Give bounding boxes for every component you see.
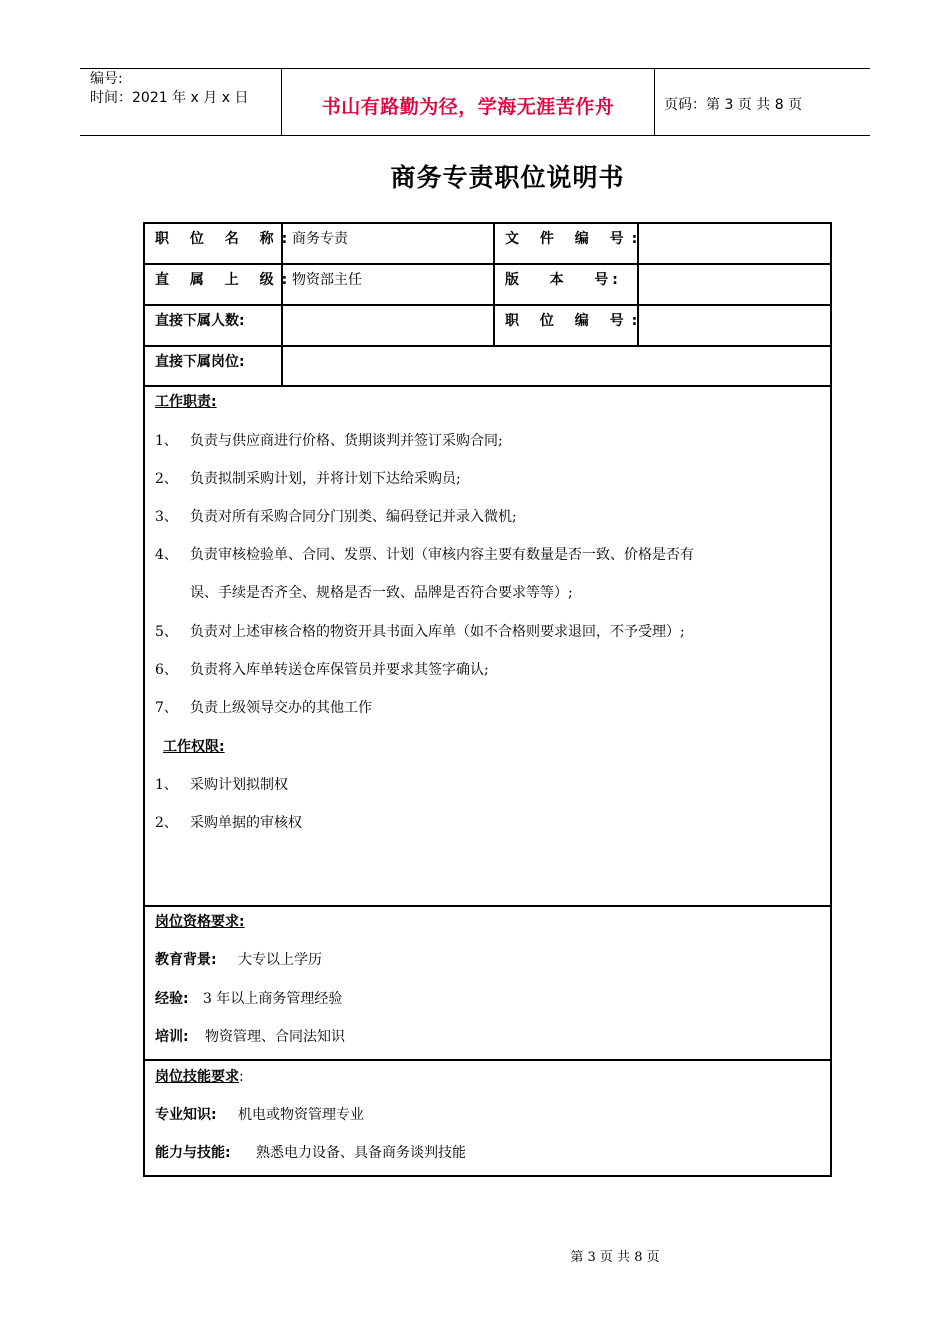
education-label: 教育背景: [155,952,217,968]
duty-text: 负责上级领导交办的其他工作 [190,700,372,716]
duty-text-continued: 误、手续是否齐全、规格是否一致、品牌是否符合要求等等）; [190,585,573,601]
authority-text: 采购计划拟制权 [190,777,288,793]
subordinate-posts-label: 直接下属岗位: [155,354,245,370]
header-bottom-line [80,135,870,136]
duty-text: 负责将入库单转送仓库保管员并要求其签字确认; [190,662,489,678]
duty-number: 7、 [155,700,178,716]
file-no-label: 文 件 编 号: [505,231,646,247]
document-title: 商务专责职位说明书 [390,163,625,192]
duty-text: 负责对所有采购合同分门别类、编码登记并录入微机; [190,509,517,525]
row-divider-1 [144,263,831,265]
duty-text: 负责拟制采购计划，并将计划下达给采购员; [190,471,461,487]
authority-number: 2、 [155,815,178,831]
authority-heading: 工作权限: [163,739,225,755]
authority-text: 采购单据的审核权 [190,815,302,831]
duty-text: 负责与供应商进行价格、货期谈判并签订采购合同; [190,433,503,449]
duty-number: 3、 [155,509,178,525]
duty-number: 2、 [155,471,178,487]
position-name-value: 商务专责 [292,231,348,247]
duties-heading: 工作职责: [155,394,217,410]
section-divider-2 [144,1059,831,1061]
skills-heading: 岗位技能要求 [155,1069,239,1085]
superior-value: 物资部主任 [292,272,362,288]
training-value: 物资管理、合同法知识 [205,1029,345,1045]
ability-label: 能力与技能: [155,1145,231,1161]
duty-number: 1、 [155,433,178,449]
row-divider-4 [144,385,831,387]
header-code-label: 编号: [90,71,123,87]
version-label: 版 本 号: [505,272,622,288]
duty-number: 6、 [155,662,178,678]
knowledge-label: 专业知识: [155,1107,217,1123]
ability-value: 熟悉电力设备、具备商务谈判技能 [256,1145,466,1161]
duty-text: 负责审核检验单、合同、发票、计划（审核内容主要有数量是否一致、价格是否有 [190,547,694,563]
skills-heading-row [155,1066,244,1086]
skills-heading-colon: : [239,1069,244,1085]
duty-number: 4、 [155,547,178,563]
section-divider-1 [144,905,831,907]
subordinate-count-label: 直接下属人数: [155,313,245,329]
header-top-line [80,68,870,69]
superior-label: 直 属 上 级: [155,272,296,288]
header-motto: 书山有路勤为径，学海无涯苦作舟 [321,96,615,118]
row-divider-2 [144,304,831,306]
col-divider-2 [493,223,495,346]
row-divider-3 [144,345,831,347]
experience-value: 3 年以上商务管理经验 [203,991,343,1007]
knowledge-value: 机电或物资管理专业 [238,1107,364,1123]
header-divider-2 [654,68,655,135]
position-name-label: 职 位 名 称: [155,231,296,247]
education-value: 大专以上学历 [238,952,322,968]
page-footer: 第 3 页 共 8 页 [570,1250,660,1265]
header-time-label: 时间：2021 年 x 月 x 日 [90,90,249,106]
duty-number: 5、 [155,624,178,640]
experience-label: 经验: [155,991,189,1007]
qualification-heading: 岗位资格要求: [155,914,245,930]
duty-text: 负责对上述审核合格的物资开具书面入库单（如不合格则要求退回，不予受理）; [190,624,685,640]
header-meta [90,70,248,108]
authority-number: 1、 [155,777,178,793]
training-label: 培训: [155,1029,189,1045]
header-page-info: 页码：第 3 页 共 8 页 [664,97,803,113]
position-no-label: 职 位 编 号: [505,313,646,329]
